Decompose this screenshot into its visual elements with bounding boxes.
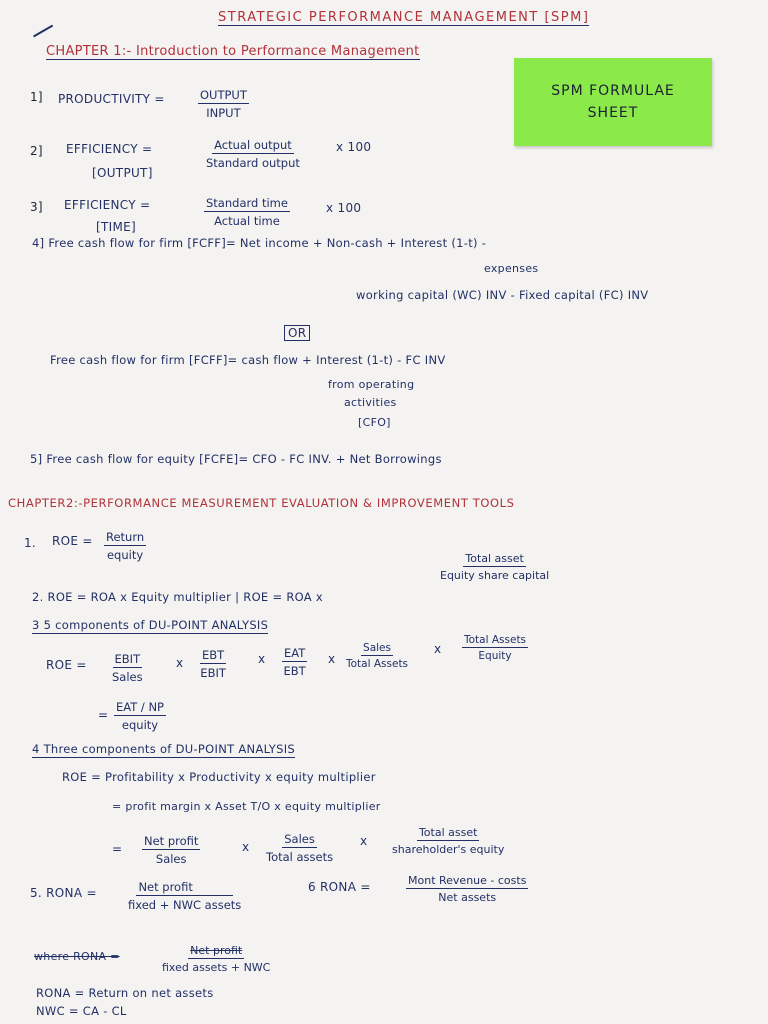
dupont-ebt-ebit (200, 648, 226, 680)
dupont-x-2: x (258, 652, 266, 666)
dupont-b6: equity (121, 718, 159, 732)
f3-denominator: Actual time (214, 214, 280, 228)
f1-denominator: INPUT (206, 106, 241, 120)
dupont-3-line-2: = profit margin x Asset T/O x equity multiplier (112, 800, 381, 813)
dupont-t2: EBT (202, 648, 225, 662)
f2-numerator: Actual output (214, 138, 292, 152)
rona-6-fraction (406, 874, 528, 904)
ch2-f1-numerator: Return (106, 530, 145, 544)
where-denominator: fixed assets + NWC (162, 961, 271, 974)
f2-multiplier: x 100 (336, 140, 372, 154)
dupont-b5: Equity (478, 650, 512, 662)
dupont-3-b2: Total assets (266, 850, 334, 864)
dupont-t5: Total Assets (464, 634, 527, 646)
f2-sub: [OUTPUT] (92, 166, 153, 180)
ch2-f2-numerator: Total asset (465, 552, 524, 565)
dupont-3-title: 4 Three components of DU-POINT ANALYSIS (32, 742, 296, 756)
dupont-b1: Sales (112, 670, 143, 684)
ch2-f1-number: 1. (24, 536, 37, 550)
dupont-3-asset-equity (392, 826, 504, 856)
f3-sub: [TIME] (96, 220, 136, 234)
sticky-line-1: SPM FORMULAE (551, 83, 675, 99)
dupont-3-line-1: ROE = Profitability x Productivity x equity multiplier (62, 770, 376, 784)
rona-denominator: fixed + NWC assets (128, 898, 242, 912)
f1-label: PRODUCTIVITY = (58, 92, 165, 106)
formulae-sticky-note (514, 58, 712, 146)
dupont-ebit-sales (112, 652, 143, 684)
fcfe-line: 5] Free cash flow for equity [FCFE]= CFO - FC INV. + Net Borrowings (30, 452, 442, 466)
dupont-x-1: x (176, 656, 184, 670)
rona-numerator: Net profit (136, 880, 232, 896)
dupont-b2: EBIT (200, 666, 226, 680)
fcff-alt-4: [CFO] (358, 416, 391, 429)
sticky-line-2: SHEET (587, 105, 639, 121)
dupont-3-b3: shareholder's equity (392, 843, 505, 856)
f2-label: EFFICIENCY = (66, 142, 153, 156)
dupont-3-t3: Total asset (418, 826, 478, 839)
rona-definition: RONA = Return on net assets (36, 986, 214, 1000)
f1-numerator: OUTPUT (200, 88, 247, 102)
fcff-alt-1: Free cash flow for firm [FCFF]= cash flow + Interest (1-t) - FC INV (50, 353, 446, 367)
fcff-line-2: working capital (WC) INV - Fixed capital (FC) INV (356, 288, 649, 302)
dupont-3-t1: Net profit (144, 834, 199, 848)
dupont-eat-equity (114, 700, 166, 732)
chapter-1-heading: CHAPTER 1:- Introduction to Performance Management (46, 44, 420, 59)
ch2-f1-label: ROE = (52, 534, 93, 548)
margin-tick (33, 25, 53, 37)
dupont-b3: EBT (283, 664, 306, 678)
dupont-t6: EAT / NP (116, 700, 164, 714)
f2-number: 2] (30, 144, 43, 158)
ch2-f2-denominator: Equity share capital (440, 569, 550, 582)
dupont-eat-ebt (282, 646, 307, 678)
dupont-t4: Sales (363, 642, 391, 654)
rona-6-denominator: Net assets (438, 891, 497, 904)
roe-fraction (104, 530, 146, 562)
dupont-x-4: x (434, 642, 442, 656)
ch2-f1-denominator: equity (106, 548, 144, 562)
dupont-t3: EAT (284, 646, 306, 660)
page-title: STRATEGIC PERFORMANCE MANAGEMENT [SPM] (218, 10, 590, 25)
where-numerator: Net profit (190, 944, 243, 957)
dupont-3-b1: Sales (155, 852, 187, 866)
dupont-3-np-sales (142, 834, 200, 866)
roe-roa-fraction (440, 552, 549, 582)
f1-number: 1] (30, 90, 43, 104)
dupont-t1: EBIT (114, 652, 141, 666)
dupont-b4: Total Assets (346, 658, 409, 670)
f3-label: EFFICIENCY = (64, 198, 151, 212)
where-rona-label: where RONA = (34, 950, 120, 963)
dupont-eq: = (98, 708, 109, 722)
dupont-3-t2: Sales (284, 832, 315, 846)
productivity-fraction (198, 88, 249, 120)
rona-label: 5. RONA = (30, 886, 97, 900)
ch2-f2-text: 2. ROE = ROA x Equity multiplier | ROE = ROA x (32, 590, 324, 604)
f3-numerator: Standard time (206, 196, 288, 210)
or-box: OR (284, 325, 310, 341)
where-rona-fraction (162, 944, 270, 974)
f3-number: 3] (30, 200, 43, 214)
dupont-5-title: 3 5 components of DU-POINT ANALYSIS (32, 618, 269, 632)
fcff-alt-2: from operating (328, 378, 415, 391)
efficiency-time-fraction (204, 196, 290, 228)
dupont-sales-assets (346, 642, 408, 670)
rona-6-label: 6 RONA = (308, 880, 371, 894)
dupont-3-x-2: x (360, 834, 368, 848)
fcff-line-1: 4] Free cash flow for firm [FCFF]= Net income + Non-cash + Interest (1-t) - (32, 236, 487, 250)
fcff-line-1b: expenses (484, 262, 539, 275)
efficiency-output-fraction (206, 138, 300, 170)
nwc-definition: NWC = CA - CL (36, 1004, 127, 1018)
chapter-2-heading: CHAPTER2:-PERFORMANCE MEASUREMENT EVALUATION & IMPROVEMENT TOOLS (8, 496, 515, 510)
rona-6-numerator: Mont Revenue - costs (408, 874, 527, 887)
dupont-3-x-1: x (242, 840, 250, 854)
dupont-x-3: x (328, 652, 336, 666)
f3-multiplier: x 100 (326, 201, 362, 215)
dupont-3-eq: = (112, 842, 123, 856)
f2-denominator: Standard output (206, 156, 300, 170)
dupont-5-label: ROE = (46, 658, 87, 672)
dupont-3-sales-assets (266, 832, 333, 864)
dupont-assets-equity (462, 634, 528, 662)
rona-fraction (128, 880, 241, 912)
fcff-alt-3: activities (344, 396, 397, 409)
